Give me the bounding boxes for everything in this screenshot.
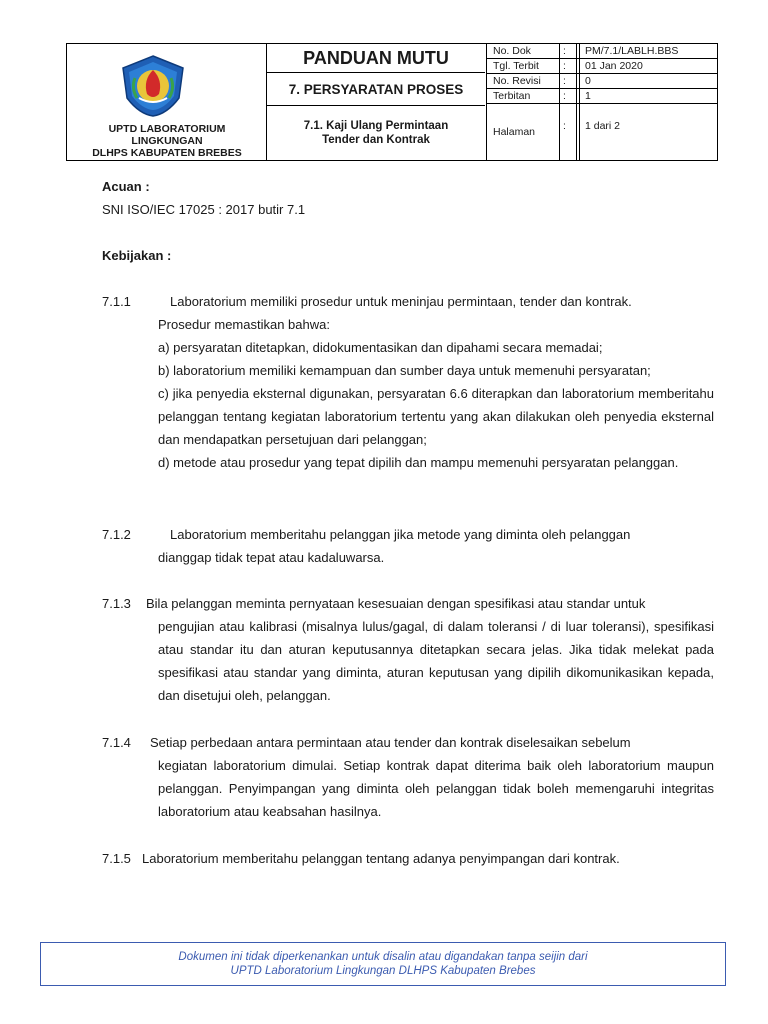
footer-notice (40, 942, 726, 986)
meta-row-doc-number (487, 44, 717, 59)
clause-number: 7.1.2 (102, 527, 131, 542)
meta-value: PM/7.1/LABLH.BBS (585, 45, 679, 57)
clause-text: Bila pelanggan meminta pernyataan kesesuaian dengan spesifikasi atau standar untuk (146, 596, 646, 611)
clause-number: 7.1.5 (102, 851, 131, 866)
meta-value: 1 (585, 90, 591, 102)
acuan-text: SNI ISO/IEC 17025 : 2017 butir 7.1 (102, 202, 306, 217)
acuan-heading: Acuan : (102, 179, 150, 194)
section-title-line-2: Tender dan Kontrak (322, 134, 430, 146)
kebijakan-heading: Kebijakan : (102, 248, 172, 263)
clause-7-1-3 (102, 592, 714, 707)
clause-text-cont: pengujian atau kalibrasi (misalnya lulus/gagal, di dalam toleransi / di luar toleransi), spesifikasi atau standar itu dan aturan keputusannya ditetapkan secara jelas. Jika tidak melekat pada spesifikasi atau standar yang diminta, aturan keputusan yang dipilih dikomunikasikan kepada, dan disetujui oleh, pelanggan. (158, 619, 714, 703)
document-title: PANDUAN MUTU (267, 44, 485, 73)
meta-colon: : (563, 45, 566, 57)
meta-value: 01 Jan 2020 (585, 60, 643, 72)
clause-number: 7.1.4 (102, 735, 131, 750)
meta-colon: : (563, 60, 566, 72)
meta-value: 0 (585, 75, 591, 87)
clause-text: Laboratorium memiliki prosedur untuk meninjau permintaan, tender dan kontrak. (170, 294, 632, 309)
meta-row-revision (487, 74, 717, 89)
section-title-line-1: 7.1. Kaji Ulang Permintaan (303, 120, 449, 132)
list-item: d) metode atau prosedur yang tepat dipilih dan mampu memenuhi persyaratan pelanggan. (158, 455, 679, 470)
footer-line-2: UPTD Laboratorium Lingkungan DLHPS Kabupaten Brebes (230, 965, 536, 977)
page-number: 1 dari 2 (585, 120, 621, 132)
meta-colon: : (563, 75, 566, 87)
clause-7-1-5 (102, 847, 714, 870)
meta-row-edition (487, 89, 717, 104)
meta-colon: : (563, 120, 566, 132)
meta-key: No. Revisi (493, 75, 541, 87)
clause-text: Laboratorium memberitahu pelanggan jika metode yang diminta oleh pelanggan (170, 527, 631, 542)
clause-text-cont: Prosedur memastikan bahwa: (158, 317, 330, 332)
clause-number: 7.1.3 (102, 596, 131, 611)
regency-emblem-icon (117, 54, 189, 118)
list-item: a) persyaratan ditetapkan, didokumentasikan dan dipahami secara memadai; (158, 340, 603, 355)
org-line-3: DLHPS KABUPATEN BREBES (92, 147, 242, 159)
document-header-table (66, 43, 718, 161)
header-meta-cell (487, 44, 717, 160)
meta-colon: : (563, 90, 566, 102)
meta-key: No. Dok (493, 45, 531, 57)
clause-text: Setiap perbedaan antara permintaan atau tender dan kontrak diselesaikan sebelum (150, 735, 631, 750)
organization-name (67, 123, 267, 159)
org-line-1: UPTD LABORATORIUM (108, 123, 226, 135)
org-line-2: LINGKUNGAN (131, 135, 203, 147)
list-item: b) laboratorium memiliki kemampuan dan sumber daya untuk memenuhi persyaratan; (158, 363, 651, 378)
header-title-cell (267, 44, 487, 160)
clause-text-cont: kegiatan laboratorium dimulai. Setiap kontrak dapat diterima baik oleh laboratorium maupun pelanggan. Penyimpangan yang diminta oleh pelanggan tidak boleh memengaruhi integritas laboratorium atau keabsahan hasilnya. (158, 758, 714, 819)
meta-key: Terbitan (493, 90, 531, 102)
clause-7-1-1 (102, 290, 714, 474)
clause-7-1-4 (102, 731, 714, 823)
clause-number: 7.1.1 (102, 294, 131, 309)
chapter-title: 7. PERSYARATAN PROSES (267, 73, 485, 106)
clause-text-cont: dianggap tidak tepat atau kadaluwarsa. (158, 550, 385, 565)
list-item: c) jika penyedia eksternal digunakan, persyaratan 6.6 diterapkan dan laboratorium memberitahu pelanggan tentang kegiatan laboratorium tertentu yang akan dilakukan oleh penyedia eksternal dan mendapatkan persetujuan dari pelanggan; (158, 386, 714, 447)
clause-7-1-2 (102, 523, 714, 569)
meta-row-issue-date (487, 59, 717, 74)
footer-line-1: Dokumen ini tidak diperkenankan untuk disalin atau digandakan tanpa seijin dari (178, 951, 588, 963)
header-logo-cell (67, 44, 267, 160)
clause-text: Laboratorium memberitahu pelanggan tentang adanya penyimpangan dari kontrak. (142, 851, 620, 866)
meta-key: Halaman (493, 126, 536, 138)
meta-row-page (487, 104, 717, 160)
section-title (267, 119, 485, 147)
meta-key: Tgl. Terbit (493, 60, 539, 72)
